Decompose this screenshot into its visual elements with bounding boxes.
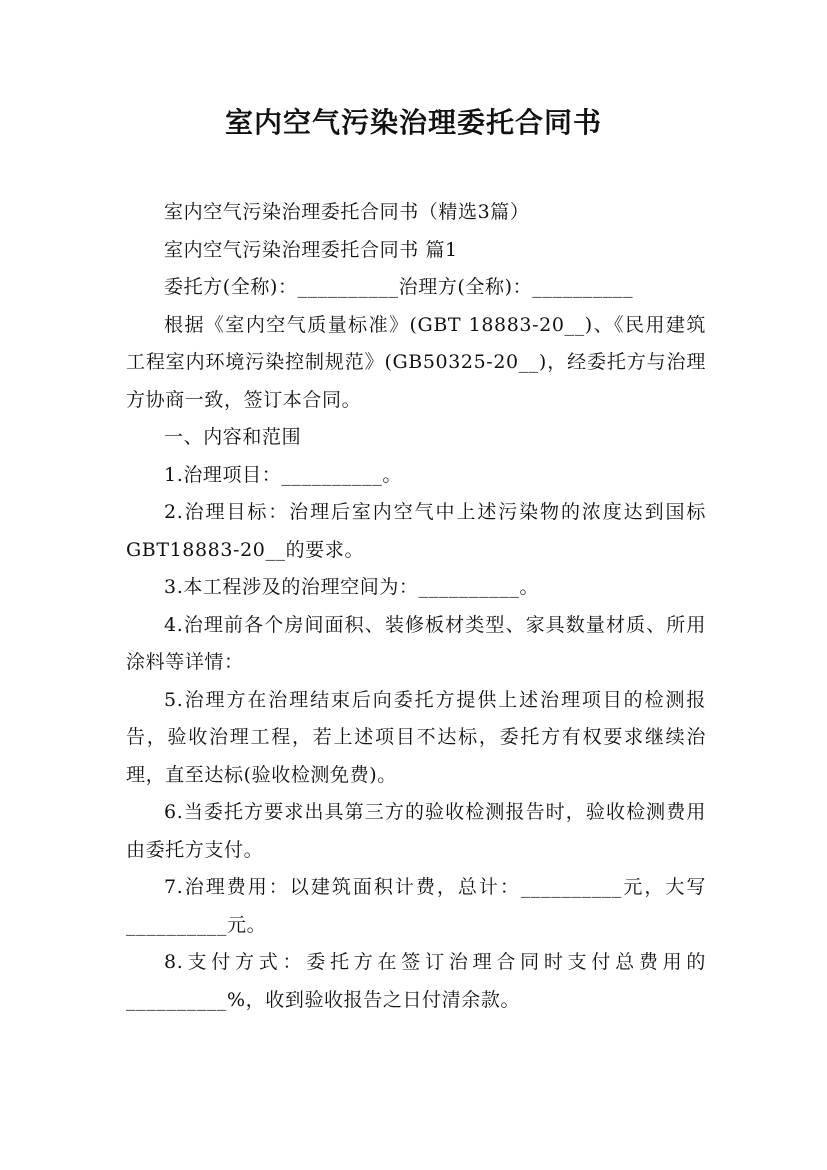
paragraph-item-2: 2.治理目标：治理后室内空气中上述污染物的浓度达到国标GBT18883-20__的要求。 [126, 501, 706, 561]
document-body [126, 194, 706, 1019]
document-title: 室内空气污染治理委托合同书 [224, 106, 602, 139]
paragraph-item-1: 1.治理项目：__________。 [164, 463, 402, 486]
paragraph-collection-heading: 室内空气污染治理委托合同书（精选3篇） [164, 201, 530, 223]
paragraph-scope-heading: 一、内容和范围 [164, 426, 302, 448]
paragraph-parties: 委托方(全称)：__________治理方(全称)：__________ [164, 276, 634, 298]
paragraph-item-6: 6.当委托方要求出具第三方的验收检测报告时，验收检测费用由委托方支付。 [126, 801, 706, 861]
paragraph-item-4: 4.治理前各个房间面积、装修板材类型、家具数量材质、所用涂料等详情： [126, 613, 706, 673]
paragraph-basis: 根据《室内空气质量标准》(GBT 18883-20__)、《民用建筑工程室内环境污染控制规范》(GB50325-20__)，经委托方与治理方协商一致，签订本合同。 [126, 313, 706, 411]
paragraph-item-8: 8.支付方式：委托方在签订治理合同时支付总费用的__________%，收到验收报告之日付清余款。 [126, 951, 706, 1011]
paragraph-item-7: 7.治理费用：以建筑面积计费，总计：__________元，大写__________元。 [126, 876, 706, 936]
paragraph-item-5: 5.治理方在治理结束后向委托方提供上述治理项目的检测报告，验收治理工程，若上述项目不达标，委托方有权要求继续治理，直至达标(验收检测免费)。 [126, 688, 706, 786]
paragraph-item-3: 3.本工程涉及的治理空间为：__________。 [164, 576, 540, 598]
paragraph-section-heading: 室内空气污染治理委托合同书 篇1 [164, 238, 458, 261]
